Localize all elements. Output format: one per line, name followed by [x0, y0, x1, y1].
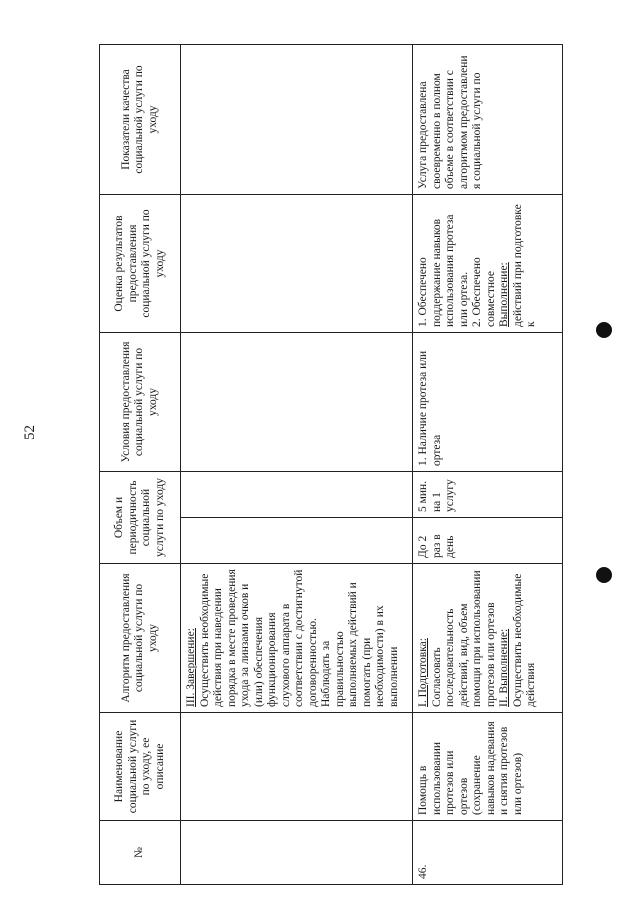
cell-periodicity: 5 мин. на 1 услугу	[413, 472, 563, 518]
evaluation-title: Выполнение:	[498, 262, 510, 327]
algorithm-step-text: Осуществить необходимые действия	[511, 573, 537, 707]
cell-algorithm	[413, 564, 563, 713]
cell-volume: До 2 раз в день	[413, 518, 563, 564]
cell-evaluation	[413, 195, 563, 333]
table-row	[181, 45, 413, 885]
cell-quality: Услуга предоставлена своевременно в полном объеме в соответствии с алгоритмом предоставлени я социальной услуги по	[413, 45, 563, 195]
punch-hole-dot	[596, 567, 612, 583]
punch-hole-dot	[596, 322, 612, 338]
services-table	[99, 44, 563, 885]
rotated-table-container	[99, 45, 579, 885]
cell-empty	[181, 195, 413, 333]
header-name: Наименование социальной услуги по уходу, ее описание	[100, 713, 181, 821]
algorithm-step-title: I. Подготовка:	[417, 638, 429, 707]
algorithm-step-title: II. Выполнение:	[498, 628, 510, 707]
evaluation-text: 1. Обеспечено поддержание навыков использования протеза или ортеза.	[417, 214, 470, 327]
cell-name: Помощь в использовании протезов или ортезов (сохранение навыков надевания и снятия протезов или ортезов)	[413, 713, 563, 821]
cell-empty	[181, 333, 413, 472]
cell-num: 46.	[413, 821, 563, 885]
cell-empty	[181, 713, 413, 821]
header-evaluation: Оценка результатов предоставления социальной услуги по уходу	[100, 195, 181, 333]
cell-empty	[181, 472, 413, 518]
evaluation-text: 2. Обеспечено совместное	[471, 257, 497, 327]
header-algorithm: Алгоритм предоставления социальной услуги по уходу	[100, 564, 181, 713]
header-conditions: Условия предоставления социальной услуги по уходу	[100, 333, 181, 472]
cell-empty	[181, 45, 413, 195]
algorithm-step-title: III. Завершение:	[185, 628, 197, 707]
table-row	[413, 45, 563, 885]
header-quality: Показатели качества социальной услуги по уходу	[100, 45, 181, 195]
header-row	[100, 45, 181, 885]
algorithm-step-text: Осуществить необходимые действия при наведении порядка в месте проведения ухода за линзами очков и (или) обеспечения функционирования слухового аппарата в соответствии с достигнутой договоренностью. Наблюдать за правильностью выполняемых действий и помогать (при необходимости) в их выполнении	[198, 569, 400, 707]
evaluation-text: действий при подготовке к	[511, 204, 537, 327]
header-volume: Объем и периодичность социальной услуги по уходу	[100, 472, 181, 564]
page-number: 52	[22, 425, 38, 440]
cell-empty	[181, 518, 413, 564]
header-num: №	[100, 821, 181, 885]
cell-empty	[181, 821, 413, 885]
cell-algorithm	[181, 564, 413, 713]
cell-conditions: 1. Наличие протеза или ортеза	[413, 333, 563, 472]
algorithm-step-text: Согласовать последовательность действий, вид, объем помощи при использовании протезов или ортезов	[430, 570, 497, 707]
